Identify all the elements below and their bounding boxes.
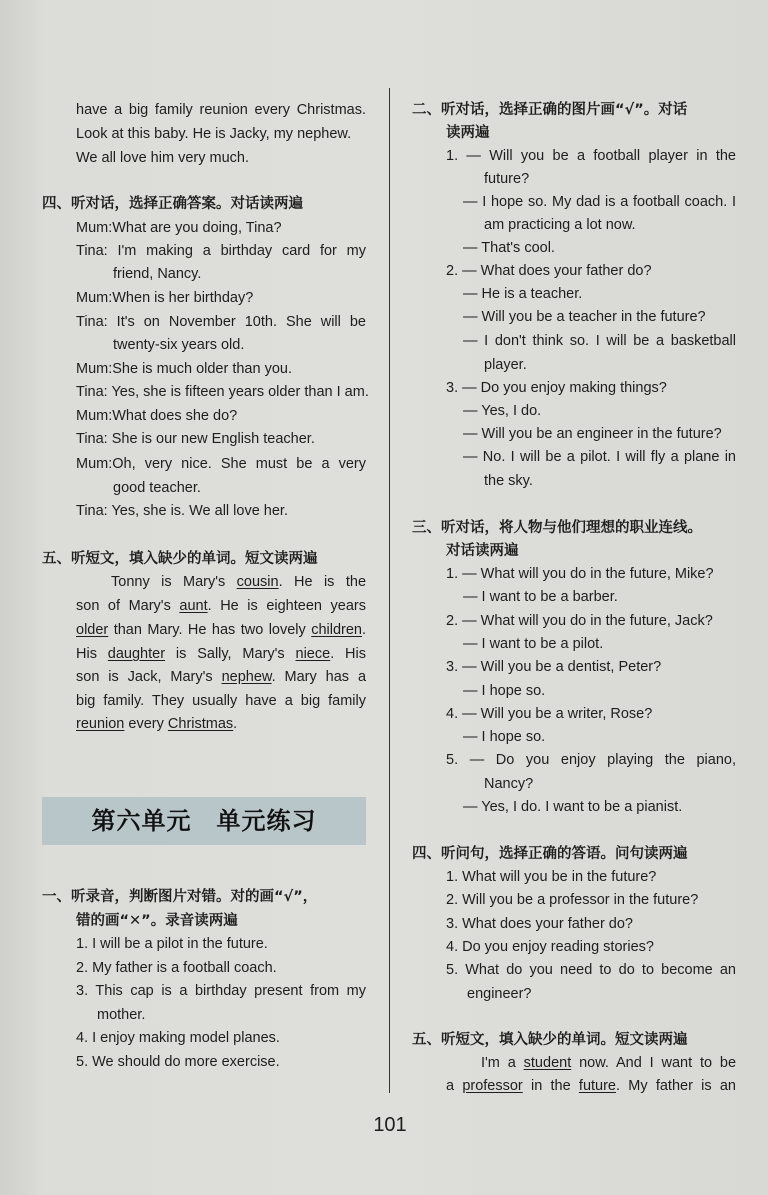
dialog-line: good teacher. (113, 480, 201, 496)
dialog-line: — I hope so. (463, 683, 546, 699)
unit-title: 第六单元 单元练习 (91, 807, 317, 835)
dialog-line: 5. — Do you enjoy playing the piano, (446, 752, 736, 768)
dialog-line: — Will you be a teacher in the future? (463, 309, 706, 325)
dialog-line: 3. — Do you enjoy making things? (446, 380, 667, 396)
column-divider (389, 88, 390, 1093)
intro-line-3: We all love him very much. (76, 150, 249, 166)
dialog-line: Mum:When is her birthday? (76, 290, 254, 306)
dialog-line: 2. — What will you do in the future, Jack? (446, 613, 713, 629)
dialog-line: twenty-six years old. (113, 337, 245, 353)
blank-answer: niece (295, 646, 331, 662)
dialog-line: — Will you be an engineer in the future? (463, 426, 722, 442)
blank-answer: aunt (179, 598, 208, 614)
passage-line: older than Mary. He has two lovely children. (76, 622, 367, 638)
section-4-heading: 四、听对话，选择正确答案。对话读两遍 (42, 196, 303, 212)
list-item: 4. I enjoy making model planes. (76, 1030, 280, 1046)
dialog-line: — Yes, I do. I want to be a pianist. (463, 799, 683, 815)
list-item: mother. (97, 1007, 146, 1023)
list-item: 1. I will be a pilot in the future. (76, 936, 268, 952)
section-1-heading: 一、听录音，判断图片对错。对的画“√”， (42, 889, 318, 905)
intro-line-1: have a big family reunion every Christmas. (76, 102, 366, 118)
page-number: 101 (373, 1114, 407, 1136)
dialog-line: 1. — Will you be a football player in the (446, 148, 736, 164)
passage-line: son of Mary's aunt. He is eighteen years (76, 598, 366, 614)
passage-line: His daughter is Sally, Mary's niece. His (76, 646, 366, 662)
dialog-line: 1. — What will you do in the future, Mike? (446, 566, 714, 582)
dialog-line: Mum:Oh, very nice. She must be a very (76, 456, 366, 472)
dialog-line: Tina: Yes, she is fifteen years older than I am. (76, 384, 369, 400)
passage-line: big family. They usually have a big family (76, 693, 366, 709)
blank-answer: student (523, 1055, 572, 1071)
dialog-line: — I want to be a pilot. (463, 636, 604, 652)
blank-answer: children (311, 622, 362, 638)
section-2-heading: 二、听对话，选择正确的图片画“√”。对话 (412, 102, 688, 118)
dialog-line: — I hope so. My dad is a football coach. I (463, 194, 736, 210)
blank-answer: professor (462, 1078, 523, 1094)
dialog-line: — No. I will be a pilot. I will fly a plane in (463, 449, 736, 465)
list-item: 5. We should do more exercise. (76, 1054, 280, 1070)
list-item: 2. Will you be a professor in the future? (446, 892, 699, 908)
dialog-line: — I want to be a barber. (463, 589, 618, 605)
section-5r-heading: 五、听短文，填入缺少的单词。短文读两遍 (412, 1032, 688, 1048)
dialog-line: 2. — What does your father do? (446, 263, 652, 279)
blank-answer: reunion (76, 716, 125, 732)
passage-line: Tonny is Mary's cousin. He is the (111, 574, 367, 590)
blank-answer: daughter (107, 646, 166, 662)
dialog-line: am practicing a lot now. (484, 217, 636, 233)
passage-line: I'm a student now. And I want to be (481, 1055, 737, 1071)
passage-line: son is Jack, Mary's nephew. Mary has a (76, 669, 367, 685)
dialog-line: Mum:What does she do? (76, 408, 238, 424)
dialog-line: the sky. (484, 473, 533, 489)
dialog-line: Mum:She is much older than you. (76, 361, 292, 377)
section-3-heading-cont: 对话读两遍 (446, 543, 519, 559)
dialog-line: Tina: I'm making a birthday card for my (76, 243, 366, 259)
dialog-line: 4. — Will you be a writer, Rose? (446, 706, 653, 722)
section-5-heading: 五、听短文，填入缺少的单词。短文读两遍 (42, 551, 318, 567)
passage-line: a professor in the future. My father is an (446, 1078, 736, 1094)
dialog-line: friend, Nancy. (113, 266, 202, 282)
dialog-line: Mum:What are you doing, Tina? (76, 220, 282, 236)
dialog-line: — Yes, I do. (463, 403, 542, 419)
list-item: 2. My father is a football coach. (76, 960, 277, 976)
unit-title-banner (42, 797, 366, 845)
dialog-line: 3. — Will you be a dentist, Peter? (446, 659, 662, 675)
list-item: 3. This cap is a birthday present from my (76, 983, 366, 999)
dialog-line: Tina: She is our new English teacher. (76, 431, 315, 447)
passage-line: reunion every Christmas. (76, 716, 238, 732)
section-3-heading: 三、听对话，将人物与他们理想的职业连线。 (412, 520, 702, 536)
list-item: 4. Do you enjoy reading stories? (446, 939, 654, 955)
dialog-line: — I hope so. (463, 729, 546, 745)
section-4r-heading: 四、听问句，选择正确的答语。问句读两遍 (412, 846, 688, 862)
dialog-line: player. (484, 357, 527, 373)
dialog-line: — I don't think so. I will be a basketball (463, 333, 736, 349)
dialog-line: Tina: It's on November 10th. She will be (76, 314, 366, 330)
list-item: 3. What does your father do? (446, 916, 633, 932)
blank-answer: cousin (236, 574, 279, 590)
section-2-heading-cont: 读两遍 (446, 125, 490, 141)
blank-answer: nephew (221, 669, 272, 685)
blank-answer: future (578, 1078, 617, 1094)
list-item: 1. What will you be in the future? (446, 869, 657, 885)
dialog-line: Tina: Yes, she is. We all love her. (76, 503, 288, 519)
dialog-line: — He is a teacher. (463, 286, 583, 302)
blank-answer: older (76, 622, 109, 638)
dialog-line: — That's cool. (463, 240, 555, 256)
list-item: 5. What do you need to do to become an (446, 962, 736, 978)
section-1-heading-cont: 错的画“✕”。录音读两遍 (76, 913, 238, 929)
intro-line-2: Look at this baby. He is Jacky, my nephew. (76, 126, 352, 142)
dialog-line: future? (484, 171, 530, 187)
list-item: engineer? (467, 986, 532, 1002)
dialog-line: Nancy? (484, 776, 534, 792)
blank-answer: Christmas (167, 716, 234, 732)
